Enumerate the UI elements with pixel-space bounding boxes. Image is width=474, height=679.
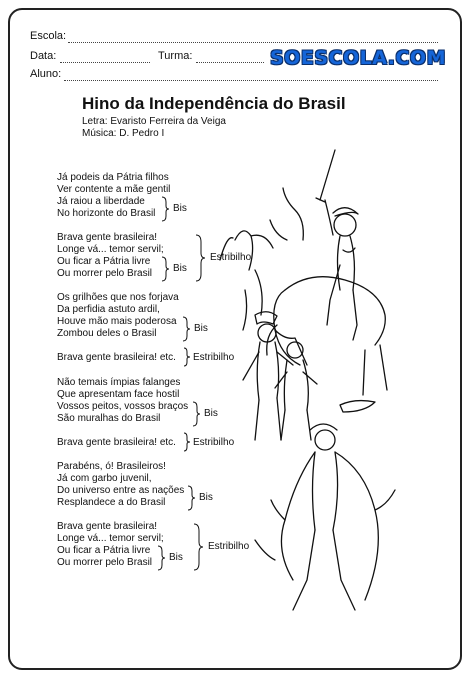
bis-label: Bis — [173, 263, 187, 274]
brace-icon — [156, 545, 166, 571]
stanza-6 — [57, 521, 164, 569]
lyric-line: Houve mão mais poderosa — [57, 316, 177, 327]
lyric-line: Parabéns, ó! Brasileiros! — [57, 461, 166, 472]
lyric-line: Ou morrer pelo Brasil — [57, 268, 153, 279]
lyric-line: Zombou deles o Brasil — [57, 328, 157, 339]
escola-field[interactable] — [68, 42, 438, 43]
stanza-5 — [57, 461, 184, 509]
data-label: Data: — [30, 50, 57, 62]
lyric-line: Da perfidia astuto ardil, — [57, 304, 160, 315]
estribilho-label: Estribilho — [208, 541, 250, 552]
lyric-line: Ou morrer pelo Brasil — [57, 557, 153, 568]
lyric-line: Já raiou a liberdade — [57, 196, 145, 207]
music-credit: Música: D. Pedro I — [82, 128, 165, 139]
refrain-ref-2 — [57, 437, 176, 448]
data-field[interactable] — [60, 62, 150, 63]
soescola-logo: SOESCOLA.COM — [270, 47, 446, 69]
lyric-line: Do universo entre as nações — [57, 485, 185, 496]
lyric-line: Longe vá... temor servil; — [57, 533, 164, 544]
brace-icon — [181, 316, 191, 342]
lyric-line: No horizonte do Brasil — [57, 208, 156, 219]
estribilho-label: Estribilho — [193, 352, 235, 363]
brace-icon — [191, 401, 201, 427]
stanza-1 — [57, 172, 170, 220]
brace-icon — [160, 256, 170, 282]
lyric-line: Ou ficar a Pátria livre — [57, 256, 151, 267]
lyric-line: Ver contente a mãe gentil — [57, 184, 171, 195]
bis-label: Bis — [204, 408, 218, 419]
escola-label: Escola: — [30, 30, 67, 42]
bis-label: Bis — [199, 492, 213, 503]
lyric-line: Brava gente brasileira! etc. — [57, 352, 176, 363]
lyric-line: Os grilhões que nos forjava — [57, 292, 179, 303]
brace-icon — [183, 432, 191, 452]
lyric-line: Brava gente brasileira! etc. — [57, 437, 176, 448]
estribilho-label: Estribilho — [193, 437, 235, 448]
brace-icon — [186, 485, 196, 511]
lyric-line: Não temais ímpias falanges — [57, 377, 181, 388]
aluno-label: Aluno: — [30, 68, 62, 80]
brace-icon — [160, 196, 170, 222]
bis-label: Bis — [194, 323, 208, 334]
stanza-3 — [57, 292, 179, 340]
bis-label: Bis — [169, 552, 183, 563]
lyric-line: Que apresentam face hostil — [57, 389, 180, 400]
lyric-line: Brava gente brasileira! — [57, 232, 158, 243]
lyric-line: Brava gente brasileira! — [57, 521, 158, 532]
turma-field[interactable] — [196, 62, 264, 63]
refrain-ref-1 — [57, 352, 176, 363]
brace-icon — [194, 234, 206, 282]
brace-icon — [192, 523, 204, 571]
lyric-line: Longe vá... temor servil; — [57, 244, 164, 255]
lyric-line: Vossos peitos, vossos braços — [57, 401, 189, 412]
bis-label: Bis — [173, 203, 187, 214]
turma-label: Turma: — [158, 50, 193, 62]
lyric-line: Resplandece a do Brasil — [57, 497, 166, 508]
lyric-line: Já com garbo juvenil, — [57, 473, 152, 484]
stanza-2 — [57, 232, 164, 280]
stanza-4 — [57, 377, 188, 425]
lyric-line: Ou ficar a Pátria livre — [57, 545, 151, 556]
lyric-line: Já podeis da Pátria filhos — [57, 172, 169, 183]
historical-figures-drawing-icon — [215, 140, 445, 625]
lyrics-credit: Letra: Evaristo Ferreira da Veiga — [82, 116, 226, 127]
estribilho-label: Estribilho — [210, 252, 252, 263]
aluno-field[interactable] — [64, 80, 438, 81]
page-title: Hino da Independência do Brasil — [82, 94, 346, 113]
lyric-line: São muralhas do Brasil — [57, 413, 161, 424]
brace-icon — [183, 347, 191, 367]
